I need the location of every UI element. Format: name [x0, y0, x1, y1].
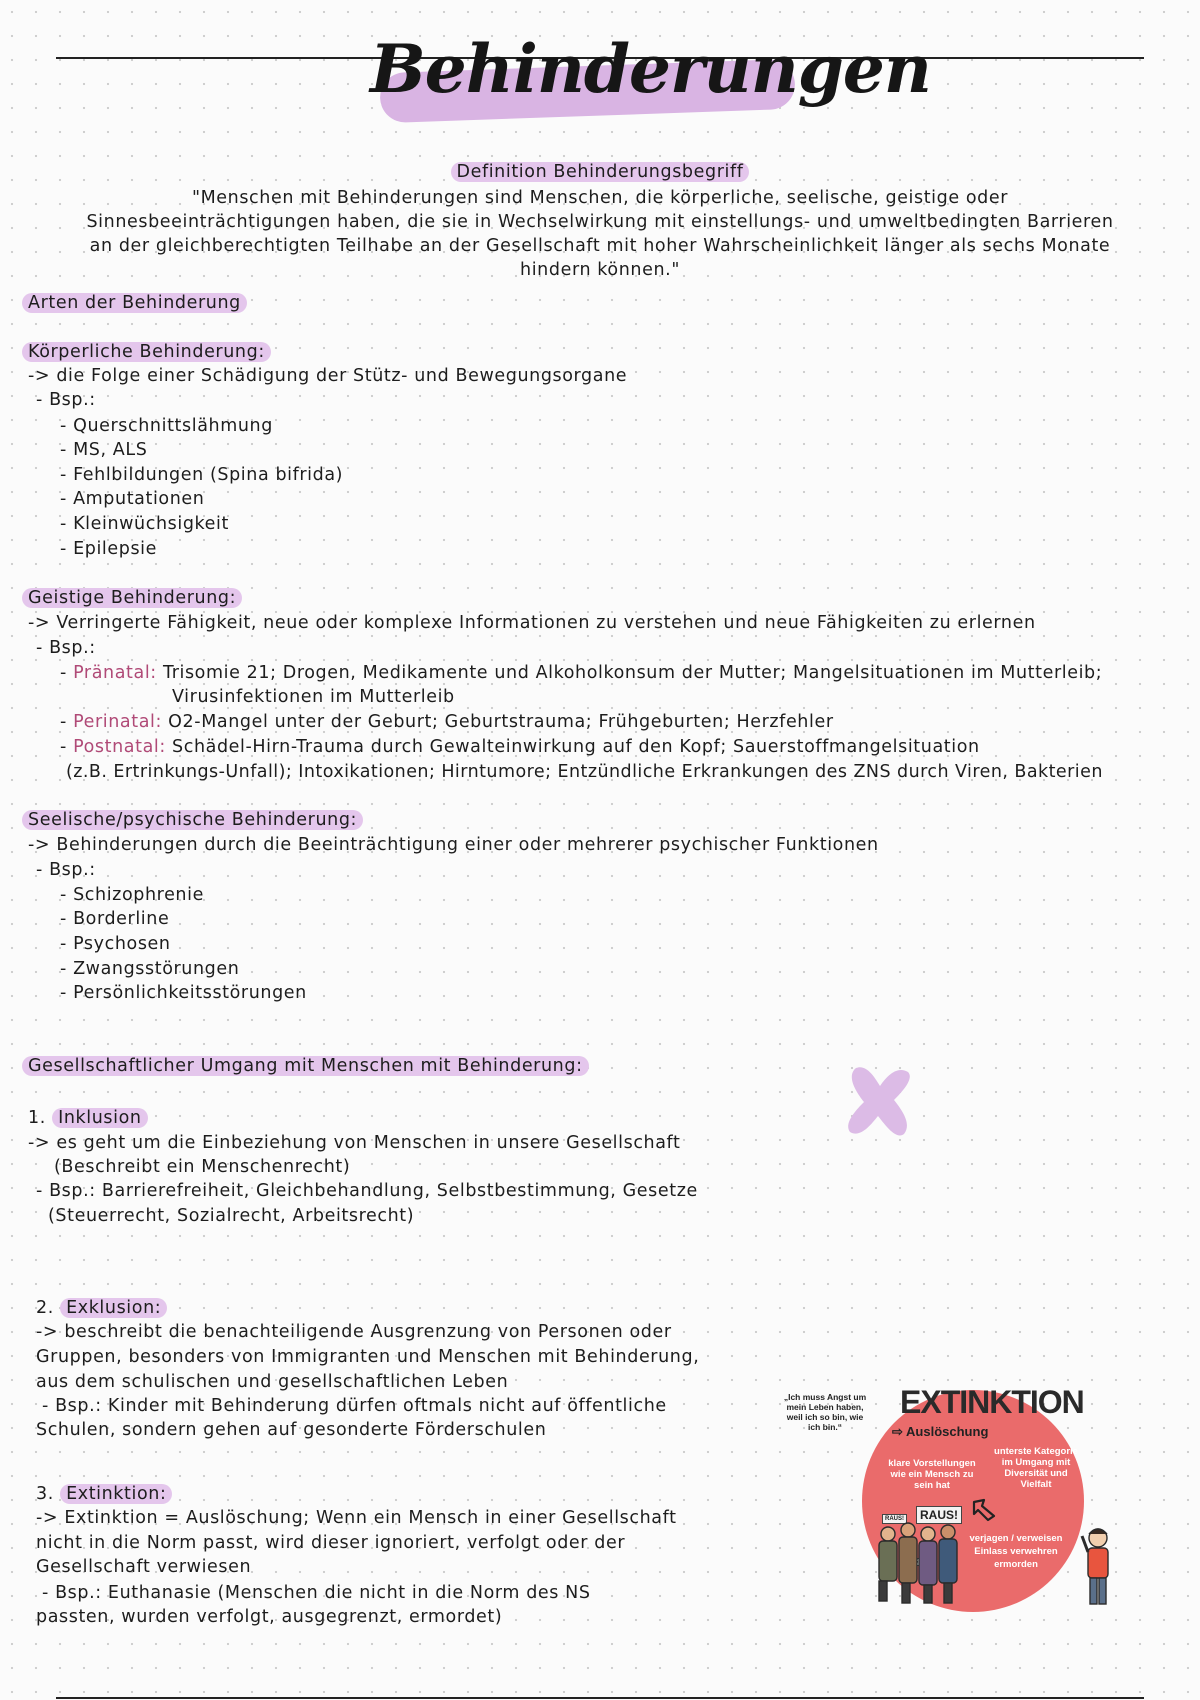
raus-sign-large: RAUS! — [916, 1506, 962, 1524]
seelisch-item: - Psychosen — [60, 934, 171, 954]
koerperlich-item: - Amputationen — [60, 489, 205, 509]
arrow-down-right-icon — [970, 1496, 998, 1524]
inklusion-line: (Beschreibt ein Menschenrecht) — [54, 1157, 351, 1177]
koerperlich-item: - Kleinwüchsigkeit — [60, 514, 229, 534]
decorative-x-icon — [842, 1062, 914, 1140]
inklusion-heading-text: Inklusion — [52, 1108, 148, 1128]
exklusion-number: 2. — [36, 1298, 54, 1318]
crowd-illustration-icon — [874, 1520, 974, 1606]
geistig-bsp: - Bsp.: — [36, 638, 96, 658]
extinktion-line: -> Extinktion = Auslöschung; Wenn ein Mensch in einer Gesellschaft — [36, 1508, 677, 1528]
definition-line-1: "Menschen mit Behinderungen sind Menschen, die körperliche, seelische, geistige oder — [191, 188, 1009, 208]
extinktion-line: nicht in die Norm passt, wird dieser ignoriert, verfolgt oder der — [36, 1533, 626, 1553]
pranatal-text: Trisomie 21; Drogen, Medikamente und Alkoholkonsum der Mutter; Mangelsituationen im Mutterleib; — [162, 663, 1103, 683]
figure-right-text: unterste Kategorie im Umgang mit Diversität und Vielfalt — [994, 1446, 1078, 1490]
geistig-desc: -> Verringerte Fähigkeit, neue oder komplexe Informationen zu verstehen und neue Fähigkeiten zu erlernen — [28, 613, 1036, 633]
arten-heading-text: Arten der Behinderung — [22, 293, 247, 313]
figure-bottom-text: verjagen / verweisen Einlass verwehren ermorden — [969, 1533, 1063, 1570]
person-illustration-icon — [1080, 1526, 1120, 1612]
definition-line-4: hindern können." — [520, 260, 680, 280]
inklusion-heading — [28, 1106, 148, 1130]
koerperlich-item: - Epilepsie — [60, 539, 157, 559]
koerperlich-bsp: - Bsp.: — [36, 390, 96, 410]
definition-line-3: an der gleichberechtigten Teilhabe an der Gesellschaft mit hoher Wahrscheinlichkeit länger als sechs Monate — [89, 236, 1111, 256]
figure-subtitle — [892, 1424, 988, 1440]
postnatal-text: Schädel-Hirn-Trauma durch Gewalteinwirkung auf den Kopf; Sauerstoffmangelsituation — [172, 737, 980, 757]
perinatal-text: O2-Mangel unter der Geburt; Geburtstrauma; Frühgeburten; Herzfehler — [168, 712, 834, 732]
umgang-heading-text: Gesellschaftlicher Umgang mit Menschen mit Behinderung: — [22, 1056, 589, 1076]
inklusion-line: -> es geht um die Einbeziehung von Menschen in unsere Gesellschaft — [28, 1133, 681, 1153]
extinktion-line: passten, wurden verfolgt, ausgegrenzt, ermordet) — [36, 1607, 503, 1627]
geistig-pranatal-cont: Virusinfektionen im Mutterleib — [172, 687, 455, 707]
raus-sign-small: RAUS! — [882, 1514, 907, 1524]
umgang-heading — [22, 1054, 589, 1078]
inklusion-number: 1. — [28, 1108, 46, 1128]
seelisch-heading-text: Seelische/psychische Behinderung: — [22, 810, 363, 830]
perinatal-label: Perinatal: — [73, 712, 162, 732]
definition-heading — [0, 160, 1200, 184]
definition-heading-text: Definition Behinderungsbegriff — [451, 162, 750, 182]
inklusion-line: (Steuerrecht, Sozialrecht, Arbeitsrecht) — [48, 1206, 415, 1226]
page-title: Behinderungen — [370, 30, 931, 108]
figure-left-text: klare Vorstellungen wie ein Mensch zu sein hat — [888, 1458, 976, 1491]
exklusion-line: Gruppen, besonders von Immigranten und Menschen mit Behinderung, — [36, 1347, 700, 1367]
seelisch-bsp: - Bsp.: — [36, 860, 96, 880]
koerperlich-heading-text: Körperliche Behinderung: — [22, 342, 271, 362]
koerperlich-item: - Fehlbildungen (Spina bifrida) — [60, 465, 344, 485]
inklusion-line: - Bsp.: Barrierefreiheit, Gleichbehandlung, Selbstbestimmung, Gesetze — [36, 1181, 698, 1201]
arrow-right-icon: ⇨ — [892, 1424, 903, 1439]
geistig-heading — [22, 586, 242, 610]
figure-quote: „Ich muss Angst um mein Leben haben, weil ich so bin, wie ich bin.“ — [783, 1392, 867, 1432]
exklusion-heading-text: Exklusion: — [60, 1298, 167, 1318]
extinktion-figure — [782, 1382, 1122, 1622]
extinktion-line: Gesellschaft verwiesen — [36, 1557, 252, 1577]
exklusion-line: - Bsp.: Kinder mit Behinderung dürfen oftmals nicht auf öffentliche — [42, 1396, 667, 1416]
seelisch-desc: -> Behinderungen durch die Beeinträchtigung einer oder mehrerer psychischer Funktionen — [28, 835, 879, 855]
koerperlich-item: - MS, ALS — [60, 440, 148, 460]
seelisch-item: - Persönlichkeitsstörungen — [60, 983, 307, 1003]
postnatal-label: Postnatal: — [73, 737, 166, 757]
exklusion-line: Schulen, sondern gehen auf gesonderte Förderschulen — [36, 1420, 547, 1440]
definition-line-2: Sinnesbeeinträchtigungen haben, die sie in Wechselwirkung mit einstellungs- und umweltbedingten Barrieren — [86, 212, 1114, 232]
seelisch-item: - Borderline — [60, 909, 170, 929]
koerperlich-desc: -> die Folge einer Schädigung der Stütz- und Bewegungsorgane — [28, 366, 628, 386]
extinktion-heading-text: Extinktion: — [60, 1484, 172, 1504]
seelisch-heading — [22, 808, 363, 832]
figure-subtitle-text: Auslöschung — [906, 1424, 989, 1439]
koerperlich-item: - Querschnittslähmung — [60, 416, 273, 436]
exklusion-line: -> beschreibt die benachteiligende Ausgrenzung von Personen oder — [36, 1322, 672, 1342]
arten-heading — [22, 291, 247, 315]
geistig-postnatal-cont: (z.B. Ertrinkungs-Unfall); Intoxikationen; Hirntumore; Entzündliche Erkrankungen des ZNS durch Viren, Bakterien — [66, 762, 1103, 782]
extinktion-heading — [36, 1482, 172, 1506]
pranatal-label: Pränatal: — [73, 663, 157, 683]
exklusion-line: aus dem schulischen und gesellschaftlichen Leben — [36, 1372, 509, 1392]
koerperlich-heading — [22, 340, 271, 364]
seelisch-item: - Schizophrenie — [60, 885, 204, 905]
bottom-rule — [56, 1697, 1144, 1699]
seelisch-item: - Zwangsstörungen — [60, 959, 240, 979]
exklusion-heading — [36, 1296, 167, 1320]
figure-title: EXTINKTION — [900, 1384, 1084, 1420]
geistig-pranatal: - Pränatal: Trisomie 21; Drogen, Medikamente und Alkoholkonsum der Mutter; Mangelsituationen im Mutterleib; — [60, 663, 1103, 683]
geistig-perinatal: - Perinatal: O2-Mangel unter der Geburt; Geburtstrauma; Frühgeburten; Herzfehler — [60, 712, 834, 732]
extinktion-number: 3. — [36, 1484, 54, 1504]
title-block — [370, 28, 931, 128]
geistig-postnatal: - Postnatal: Schädel-Hirn-Trauma durch Gewalteinwirkung auf den Kopf; Sauerstoffmangelsituation — [60, 737, 980, 757]
extinktion-line: - Bsp.: Euthanasie (Menschen die nicht in die Norm des NS — [42, 1583, 591, 1603]
geistig-heading-text: Geistige Behinderung: — [22, 588, 242, 608]
